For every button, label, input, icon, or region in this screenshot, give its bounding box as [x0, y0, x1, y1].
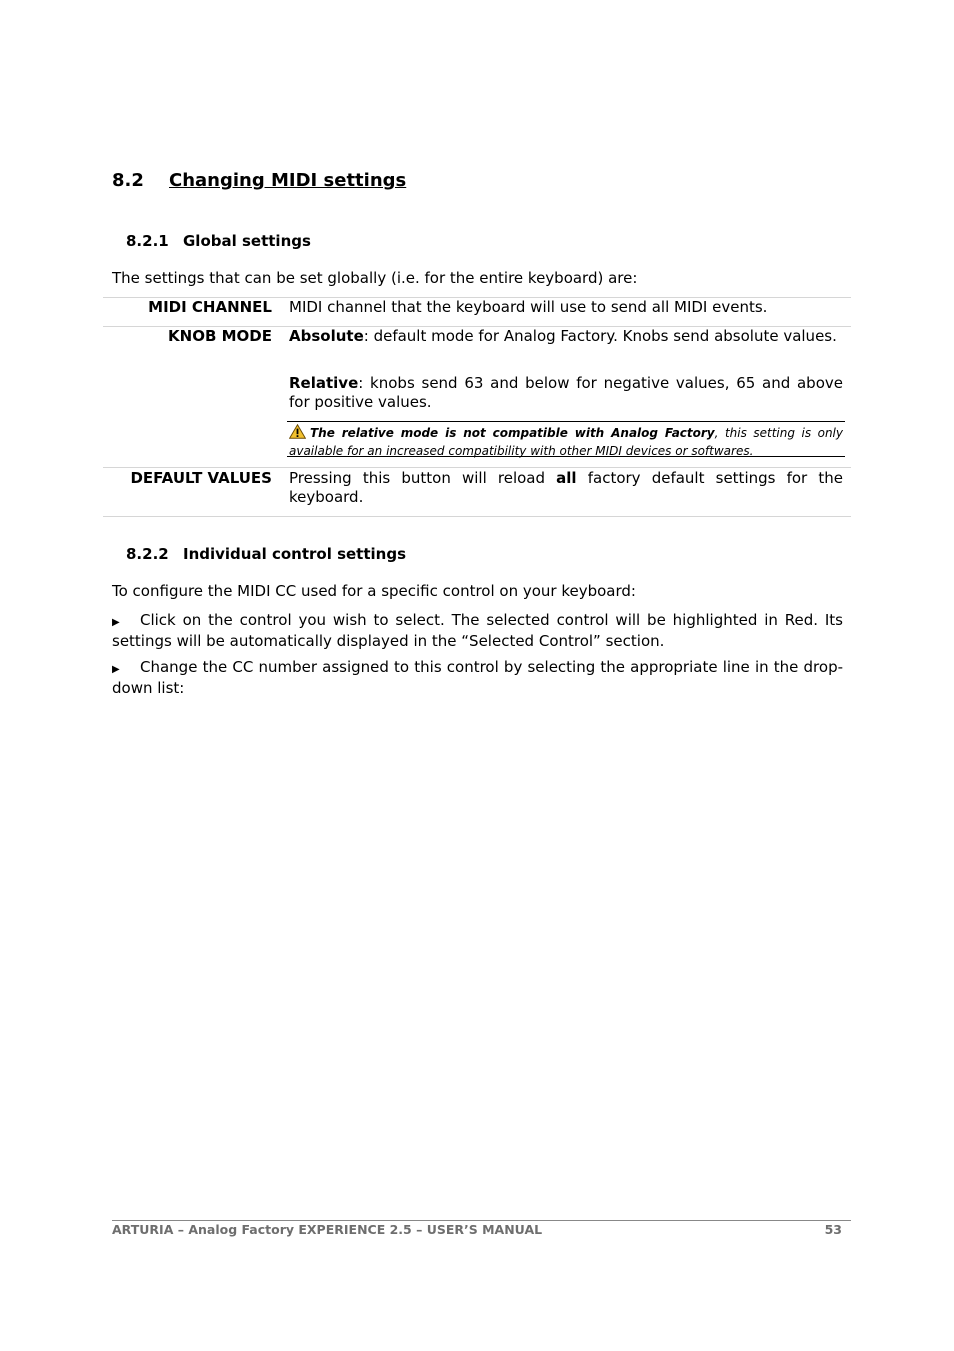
knob-mode-label: KNOB MODE — [168, 327, 272, 345]
subsection-title: Individual control settings — [183, 545, 407, 563]
list-item — [112, 611, 843, 651]
subsection-number: 8.2.2 — [126, 545, 169, 563]
bullet-arrow-icon: ▶ — [112, 664, 120, 675]
subsection-title: Global settings — [183, 232, 311, 250]
list-item-text: Change the CC number assigned to this control by selecting the appropriate line in the drop-down list: — [112, 658, 843, 697]
page-number: 53 — [824, 1222, 842, 1237]
table-divider — [103, 516, 851, 517]
section-number: 8.2 — [112, 170, 144, 191]
default-values-text-end: factory default settings for the keyboard. — [289, 469, 843, 506]
warning-icon — [289, 424, 306, 443]
default-values-text-start: Pressing this button will reload — [289, 469, 557, 487]
absolute-description: : default mode for Analog Factory. Knobs send absolute values. — [363, 327, 837, 345]
note-text: , this setting is only available for an increased compatibility with other MIDI devices or softwares. — [289, 426, 843, 458]
warning-note — [287, 421, 845, 457]
default-values-description — [289, 469, 843, 507]
list-item-text: Click on the control you wish to select. The selected control will be highlighted in Red. Its settings will be automatically displayed in the “Selected Control” section. — [112, 611, 843, 650]
relative-term: Relative — [289, 374, 359, 392]
midi-channel-label: MIDI CHANNEL — [148, 298, 272, 316]
subsection-number: 8.2.1 — [126, 232, 169, 250]
knob-mode-relative — [289, 374, 843, 412]
global-intro: The settings that can be set globally (i.e. for the entire keyboard) are: — [112, 269, 638, 287]
list-item — [112, 658, 843, 698]
relative-description: : knobs send 63 and below for negative values, 65 and above for positive values. — [289, 374, 843, 411]
note-emphasis: The relative mode is not compatible with Analog Factory — [310, 426, 715, 440]
footer-divider — [112, 1220, 851, 1221]
individual-intro: To configure the MIDI CC used for a specific control on your keyboard: — [112, 582, 636, 600]
section-heading — [112, 170, 406, 191]
default-values-emphasis: all — [556, 469, 577, 487]
section-title: Changing MIDI settings — [169, 170, 407, 191]
knob-mode-absolute — [289, 327, 843, 346]
footer-title: ARTURIA – Analog Factory EXPERIENCE 2.5 – USER’S MANUAL — [112, 1222, 543, 1237]
table-divider — [103, 467, 851, 468]
absolute-term: Absolute — [289, 327, 364, 345]
midi-channel-description: MIDI channel that the keyboard will use to send all MIDI events. — [289, 298, 768, 316]
default-values-label: DEFAULT VALUES — [130, 469, 272, 487]
bullet-arrow-icon: ▶ — [112, 617, 120, 628]
subsection-heading-individual — [126, 545, 406, 563]
subsection-heading-global — [126, 232, 311, 250]
